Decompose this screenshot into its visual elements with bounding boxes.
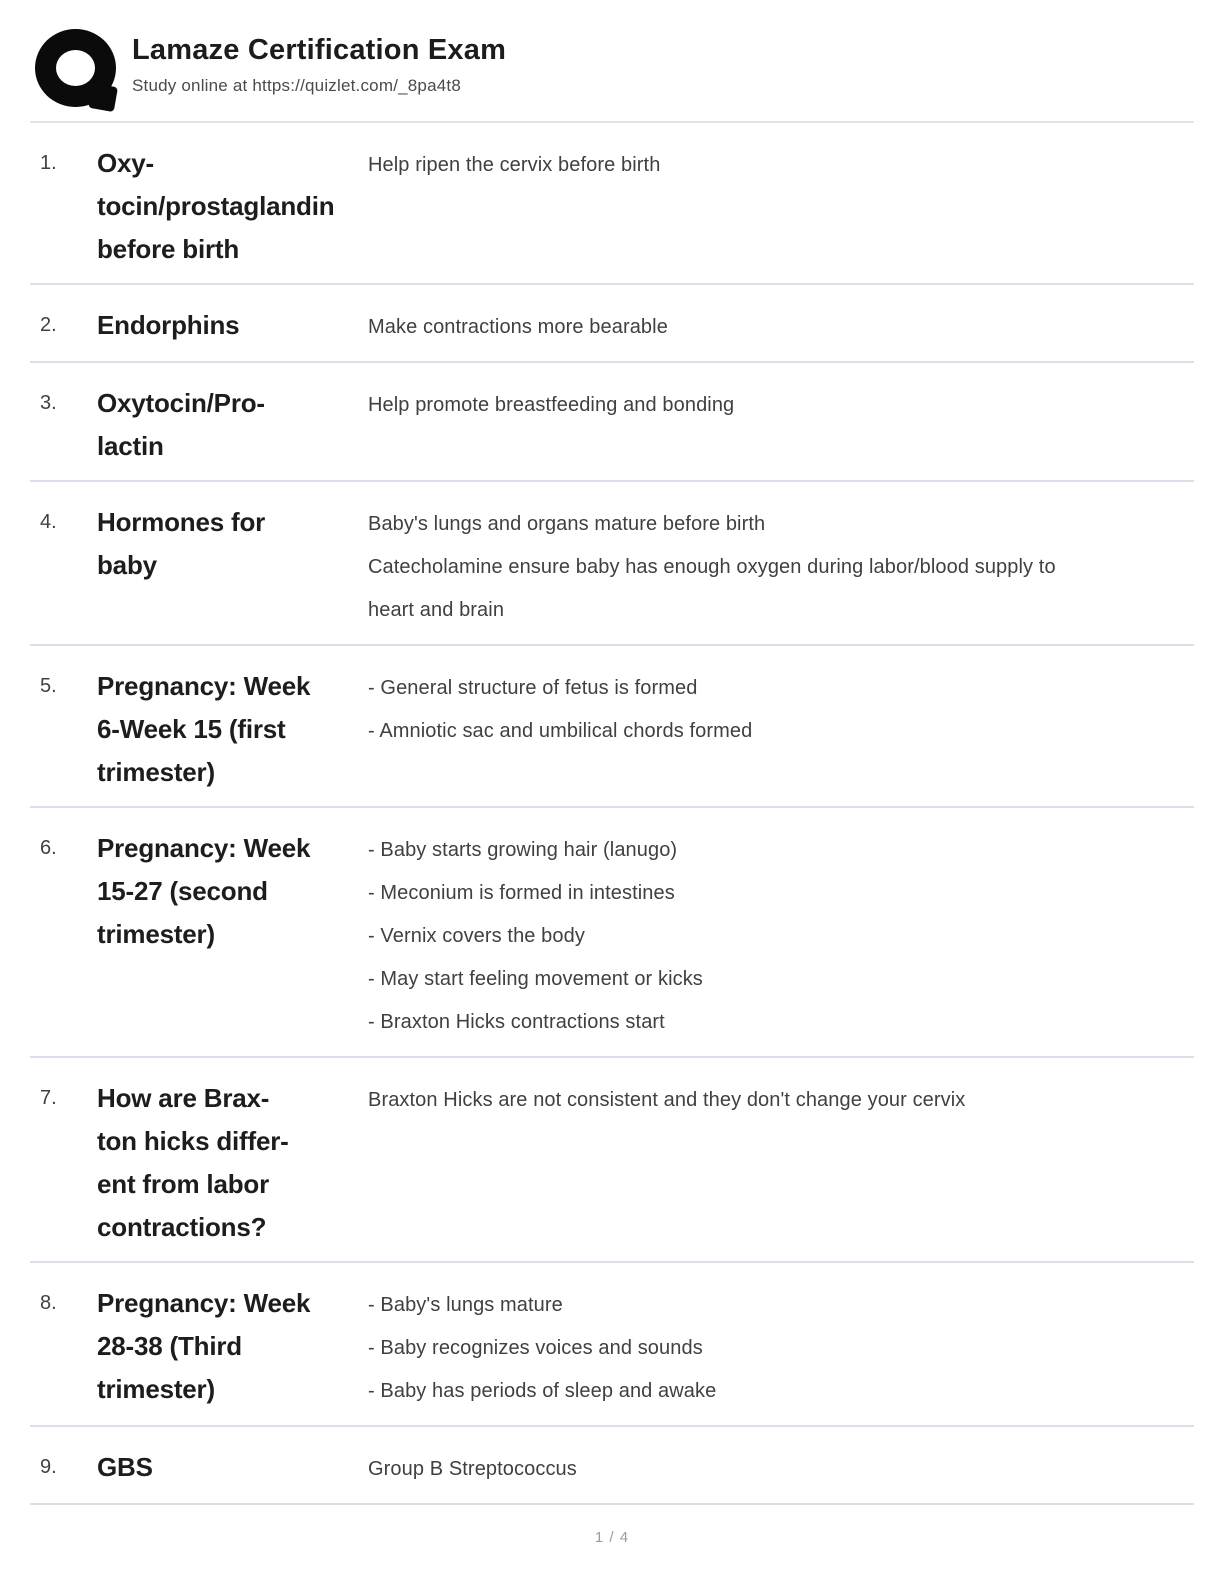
page-footer — [0, 1505, 1224, 1546]
card-list — [0, 123, 1224, 1505]
card-term: How are Brax- ton hicks differ- ent from labor contractions? — [97, 1083, 289, 1242]
card-term: Pregnancy: Week 6-Week 15 (first trimester) — [97, 671, 311, 787]
card-term: Oxytocin/Pro- lactin — [97, 388, 265, 461]
quizlet-q-tail — [88, 83, 118, 112]
card-definition: Help promote breastfeeding and bonding — [368, 394, 735, 416]
page-header — [0, 0, 1224, 111]
card-number: 3. — [40, 392, 57, 414]
card-number: 8. — [40, 1292, 57, 1314]
card-definition: - General structure of fetus is formed - Amniotic sac and umbilical chords formed — [368, 677, 753, 742]
card-definition: Baby's lungs and organs mature before birth Catecholamine ensure baby has enough oxygen during labor/blood supply to heart and brain — [368, 513, 1056, 621]
page-title: Lamaze Certification Exam — [132, 34, 507, 66]
card-term: GBS — [97, 1452, 153, 1482]
card-term: Oxy- tocin/prostaglandin before birth — [97, 148, 335, 264]
card-number: 2. — [40, 314, 57, 336]
card-row — [30, 363, 1194, 482]
card-definition: Group B Streptococcus — [368, 1458, 577, 1480]
card-term: Hormones for baby — [97, 507, 266, 580]
card-term: Endorphins — [97, 310, 240, 340]
study-online-link: Study online at https://quizlet.com/_8pa4t8 — [132, 76, 461, 95]
card-definition: - Baby starts growing hair (lanugo) - Meconium is formed in intestines - Vernix covers the body - May start feeling movement or kicks - Braxton Hicks contractions start — [368, 839, 703, 1033]
card-number: 1. — [40, 152, 57, 174]
card-number: 9. — [40, 1456, 57, 1478]
card-number: 5. — [40, 675, 57, 697]
card-row — [30, 285, 1194, 363]
quizlet-logo-icon — [35, 29, 116, 111]
card-definition: - Baby's lungs mature - Baby recognizes voices and sounds - Baby has periods of sleep and awake — [368, 1294, 717, 1402]
card-row — [30, 646, 1194, 808]
card-row — [30, 1263, 1194, 1427]
card-row — [30, 808, 1194, 1058]
card-number: 7. — [40, 1087, 57, 1109]
card-row — [30, 482, 1194, 646]
card-row — [30, 1058, 1194, 1263]
card-row — [30, 1427, 1194, 1505]
header-text — [132, 29, 506, 96]
card-term: Pregnancy: Week 15-27 (second trimester) — [97, 833, 311, 949]
card-definition: Braxton Hicks are not consistent and they don't change your cervix — [368, 1089, 966, 1111]
card-number: 6. — [40, 837, 57, 859]
card-term: Pregnancy: Week 28-38 (Third trimester) — [97, 1288, 311, 1404]
card-row — [30, 123, 1194, 285]
card-definition: Help ripen the cervix before birth — [368, 154, 661, 176]
card-number: 4. — [40, 511, 57, 533]
page-number: 1 / 4 — [594, 1529, 630, 1546]
card-definition: Make contractions more bearable — [368, 316, 668, 338]
